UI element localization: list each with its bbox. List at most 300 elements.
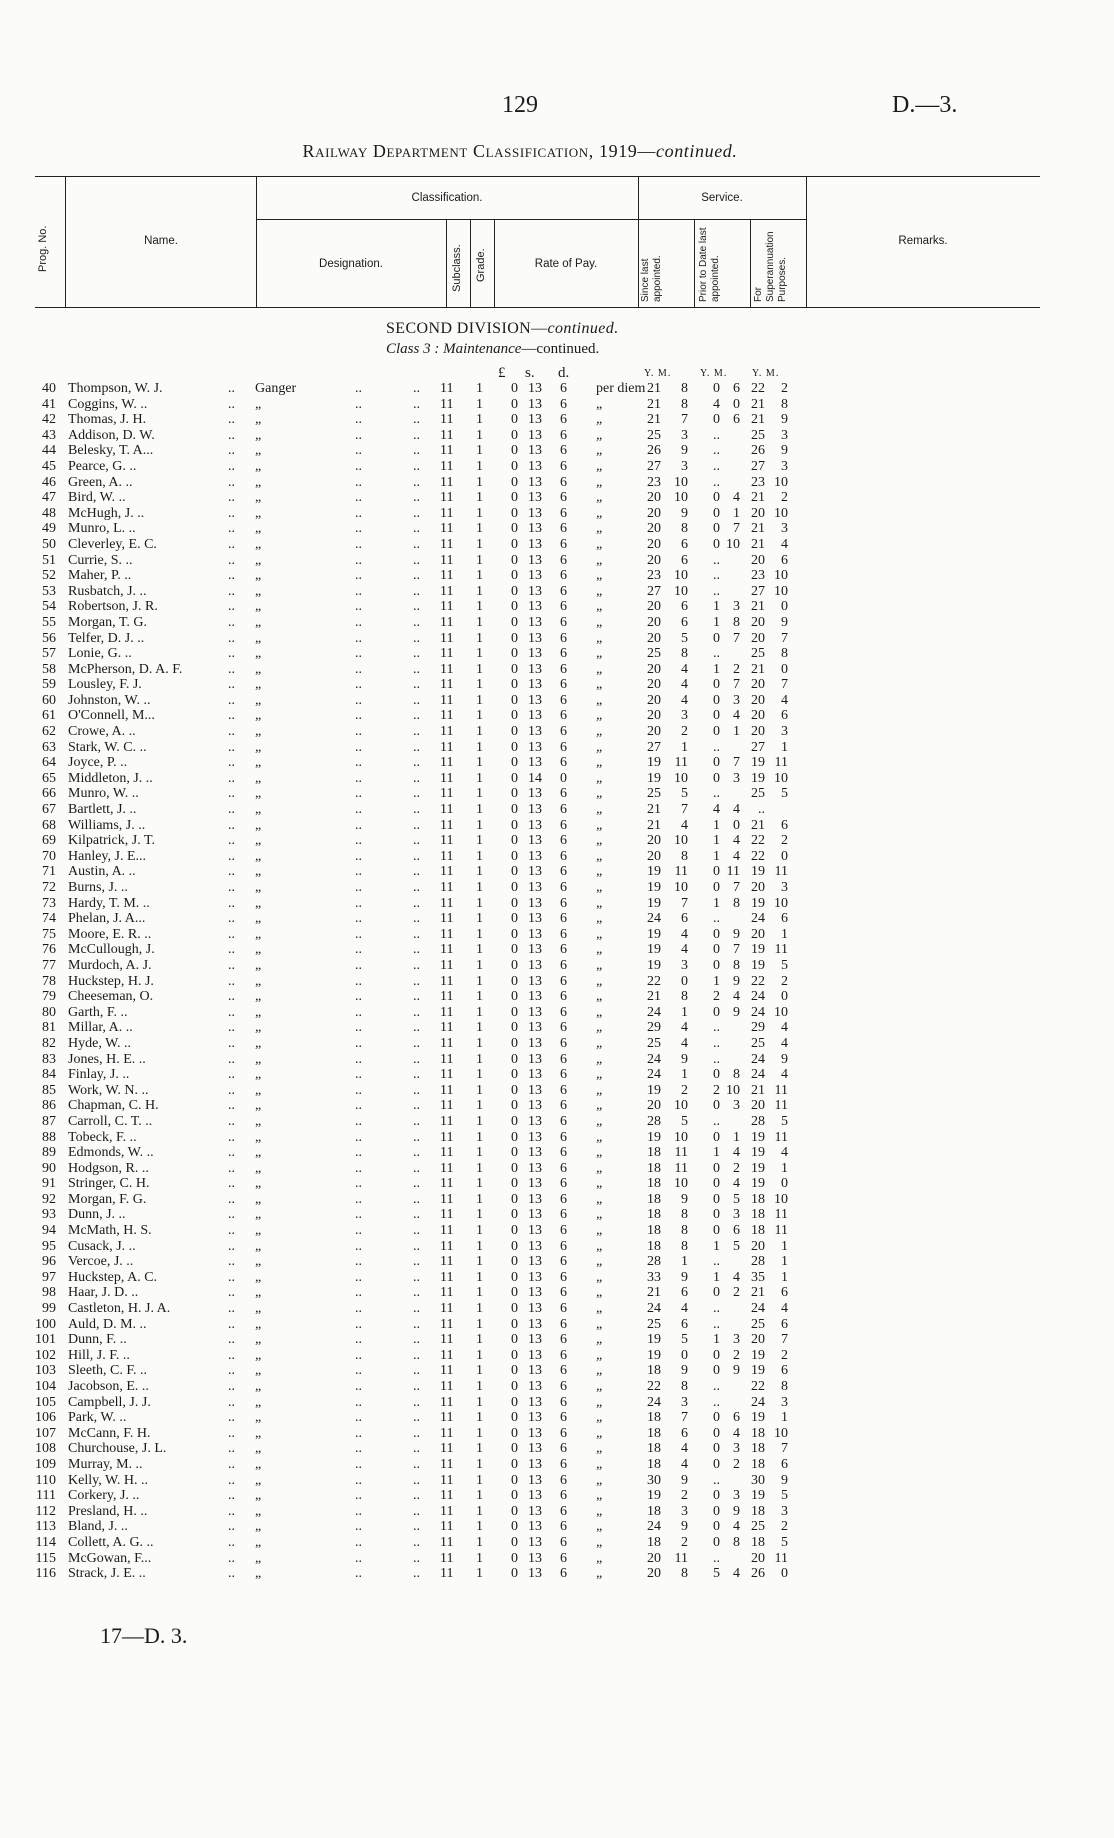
super-years-cell: 29 [751,1020,765,1036]
leader-dots: .. [228,1379,235,1394]
grade-cell: 1 [476,1145,483,1161]
name-cell: McMath, H. S. [68,1223,152,1239]
pay-pence-cell: 6 [560,443,567,459]
leader-dots: .. [413,692,420,708]
designation-cell: „ [255,1067,262,1083]
pay-pounds-cell: 0 [511,396,518,412]
pay-pounds-cell: 0 [511,1035,518,1051]
table-row [0,1114,1040,1130]
pay-shillings-cell: 13 [528,1238,542,1254]
prog-no-cell: 74 [42,911,56,927]
since-months-cell: 1 [681,1254,688,1270]
super-months-cell: 4 [781,1067,788,1083]
designation-cell: „ [255,490,262,506]
prog-no-cell: 101 [35,1332,56,1348]
pay-pounds-cell: 0 [511,1488,518,1504]
since-years-cell: 21 [647,817,661,833]
prog-no-cell: 79 [42,989,56,1005]
table-row [0,896,1040,912]
super-months-cell: 7 [781,1332,788,1348]
super-years-cell: 28 [751,1254,765,1270]
prog-no-cell: 116 [35,1566,56,1582]
pay-pence-cell: 6 [560,1238,567,1254]
prior-years-cell: .. [713,911,720,927]
table-row [0,459,1040,475]
table-row [0,1161,1040,1177]
designation-cell: „ [255,1363,262,1379]
table-row [0,646,1040,662]
super-years-cell: 19 [751,942,765,958]
since-years-cell: 20 [647,724,661,740]
leader-dots: .. [413,1223,420,1239]
designation-cell: „ [255,412,262,428]
prog-no-cell: 91 [42,1176,56,1192]
pay-pounds-cell: 0 [511,692,518,708]
since-months-cell: 10 [674,1176,688,1192]
prior-months-cell: 4 [733,1145,740,1161]
pay-pounds-cell: 0 [511,1254,518,1270]
subclass-cell: 11 [440,583,454,599]
super-months-cell: 1 [781,739,788,755]
designation-cell: „ [255,661,262,677]
pay-pounds-cell: 0 [511,1441,518,1457]
pay-period-cell: „ [596,1223,603,1239]
super-months-cell: 1 [781,1160,788,1176]
prog-no-cell: 100 [35,1316,56,1332]
pay-pence-cell: 6 [560,1004,567,1020]
since-years-cell: 21 [647,802,661,818]
leader-dots: .. [355,1082,362,1098]
name-cell: Rusbatch, J. .. [68,583,147,599]
leader-dots: .. [355,1145,362,1161]
header-subclass: Subclass. [451,244,463,292]
prior-years-cell: 0 [713,505,720,521]
pay-period-cell: „ [596,817,603,833]
since-months-cell: 3 [681,427,688,443]
super-years-cell: 20 [751,614,765,630]
leader-dots: .. [355,583,362,599]
pay-period-cell: „ [596,661,603,677]
leader-dots: .. [355,505,362,521]
prior-years-cell: .. [713,568,720,584]
grade-cell: 1 [476,568,483,584]
pay-shillings-cell: 13 [528,1098,542,1114]
super-years-cell: 25 [751,1035,765,1051]
pay-pounds-cell: 0 [511,568,518,584]
name-cell: Churchouse, J. L. [68,1441,167,1457]
pay-period-cell: „ [596,770,603,786]
pay-pence-cell: 6 [560,599,567,615]
prog-no-cell: 102 [35,1347,56,1363]
pay-pence-cell: 6 [560,1020,567,1036]
table-row [0,1052,1040,1068]
pay-shillings-cell: 13 [528,646,542,662]
prior-years-cell: .. [713,1379,720,1394]
pay-period-cell: „ [596,1316,603,1332]
leader-dots: .. [413,724,420,740]
since-years-cell: 18 [647,1503,661,1519]
leader-dots: .. [355,490,362,506]
pay-pence-cell: 6 [560,817,567,833]
grade-cell: 1 [476,677,483,693]
prog-no-cell: 56 [42,630,56,646]
subclass-cell: 11 [440,646,454,662]
designation-cell: „ [255,724,262,740]
super-months-cell: 0 [781,989,788,1005]
name-cell: Jacobson, E. .. [68,1379,149,1394]
pay-period-cell: „ [596,1488,603,1504]
name-cell: McPherson, D. A. F. [68,661,183,677]
since-years-cell: 19 [647,880,661,895]
pay-pounds-cell: 0 [511,1394,518,1410]
pay-pounds-cell: 0 [511,381,518,396]
table-row [0,506,1040,522]
super-months-cell: 3 [781,1394,788,1410]
grade-cell: 1 [476,521,483,537]
designation-cell: „ [255,957,262,973]
leader-dots: .. [355,1129,362,1145]
pay-shillings-cell: 13 [528,1145,542,1161]
table-row [0,553,1040,569]
table-row [0,490,1040,506]
pay-pence-cell: 6 [560,1394,567,1410]
prior-months-cell: 4 [733,708,740,724]
leader-dots: .. [355,1363,362,1379]
grade-cell: 1 [476,396,483,412]
grade-cell: 1 [476,1410,483,1426]
prior-months-cell: 11 [726,864,740,880]
grade-cell: 1 [476,1425,483,1441]
table-row [0,443,1040,459]
super-years-cell: 19 [751,755,765,771]
since-years-cell: 28 [647,1254,661,1270]
prior-months-cell: 1 [733,505,740,521]
subclass-cell: 11 [440,1145,454,1161]
since-years-cell: 19 [647,864,661,880]
prior-months-cell: 2 [733,661,740,677]
super-years-cell: 30 [751,1472,765,1488]
designation-cell: „ [255,880,262,895]
super-months-cell: 10 [774,505,788,521]
pay-shillings-cell: 13 [528,1363,542,1379]
prior-months-cell: 0 [733,817,740,833]
super-months-cell: 11 [774,755,788,771]
header-for-super: For Superannuation Purposes. [753,231,788,302]
subclass-cell: 11 [440,568,454,584]
leader-dots: .. [355,427,362,443]
subclass-cell: 11 [440,661,454,677]
prior-months-cell: 7 [733,755,740,771]
pay-shillings-cell: 13 [528,911,542,927]
leader-dots: .. [228,1456,235,1472]
pay-shillings-cell: 13 [528,583,542,599]
super-months-cell: 3 [781,1503,788,1519]
name-cell: Bartlett, J. .. [68,802,137,818]
since-months-cell: 6 [681,1285,688,1301]
prior-months-cell: 9 [733,1004,740,1020]
super-months-cell: 1 [781,1410,788,1426]
grade-cell: 1 [476,490,483,506]
name-cell: Williams, J. .. [68,817,146,833]
pay-period-cell: „ [596,957,603,973]
super-years-cell: 19 [751,1410,765,1426]
super-months-cell: 2 [781,1347,788,1363]
leader-dots: .. [413,396,420,412]
heading-main: Railway Department Classification, [302,141,594,161]
prog-no-cell: 93 [42,1207,56,1223]
subclass-cell: 11 [440,1191,454,1207]
leader-dots: .. [355,1441,362,1457]
pay-pounds-cell: 0 [511,1113,518,1129]
designation-cell: „ [255,1035,262,1051]
pay-period-cell: „ [596,1238,603,1254]
since-months-cell: 0 [681,973,688,989]
super-months-cell: 4 [781,692,788,708]
table-row [0,802,1040,818]
super-months-cell: 11 [774,864,788,880]
prior-years-cell: 0 [713,926,720,942]
super-months-cell: 10 [774,474,788,490]
prog-no-cell: 69 [42,833,56,849]
leader-dots: .. [228,1534,235,1550]
super-months-cell: 6 [781,911,788,927]
leader-dots: .. [228,989,235,1005]
super-months-cell: 8 [781,396,788,412]
leader-dots: .. [228,474,235,490]
super-years-cell: 21 [751,412,765,428]
super-months-cell: 1 [781,926,788,942]
grade-cell: 1 [476,1566,483,1582]
pay-period-cell: „ [596,1534,603,1550]
pay-pounds-cell: 0 [511,1145,518,1161]
pay-pounds-cell: 0 [511,1160,518,1176]
leader-dots: .. [413,926,420,942]
prog-no-cell: 94 [42,1223,56,1239]
pay-period-cell: „ [596,396,603,412]
since-months-cell: 0 [681,1347,688,1363]
pay-period-cell: „ [596,1051,603,1067]
leader-dots: .. [413,1550,420,1566]
table-row [0,631,1040,647]
since-years-cell: 27 [647,583,661,599]
leader-dots: .. [413,412,420,428]
pay-shillings-cell: 13 [528,677,542,693]
prior-years-cell: 0 [713,1456,720,1472]
pay-shillings-cell: 13 [528,521,542,537]
leader-dots: .. [413,1456,420,1472]
pay-pounds-cell: 0 [511,942,518,958]
leader-dots: .. [413,1207,420,1223]
leader-dots: .. [413,1082,420,1098]
name-cell: Austin, A. .. [68,864,136,880]
leader-dots: .. [413,1129,420,1145]
subclass-cell: 11 [440,536,454,552]
designation-cell: „ [255,1550,262,1566]
pay-pence-cell: 6 [560,957,567,973]
leader-dots: .. [413,646,420,662]
prior-years-cell: 0 [713,1425,720,1441]
prior-years-cell: 0 [713,1441,720,1457]
super-months-cell: 9 [781,614,788,630]
since-months-cell: 9 [681,505,688,521]
leader-dots: .. [228,677,235,693]
leader-dots: .. [413,1347,420,1363]
since-years-cell: 24 [647,1067,661,1083]
since-years-cell: 25 [647,1035,661,1051]
prior-months-cell: 4 [733,1425,740,1441]
leader-dots: .. [355,770,362,786]
prior-months-cell: 4 [733,802,740,818]
since-years-cell: 20 [647,536,661,552]
super-months-cell: 11 [774,942,788,958]
grade-cell: 1 [476,1223,483,1239]
since-months-cell: 2 [681,1082,688,1098]
super-months-cell: 11 [774,1129,788,1145]
since-years-cell: 18 [647,1176,661,1192]
pay-shillings-cell: 13 [528,1519,542,1535]
leader-dots: .. [228,1254,235,1270]
name-cell: McCullough, J. [68,942,155,958]
prior-months-cell: 2 [733,1456,740,1472]
since-years-cell: 23 [647,474,661,490]
leader-dots: .. [413,864,420,880]
grade-cell: 1 [476,630,483,646]
name-cell: Thompson, W. J. [68,381,163,396]
prior-months-cell: 4 [733,1519,740,1535]
pay-period-cell: „ [596,521,603,537]
since-years-cell: 28 [647,1113,661,1129]
pay-pence-cell: 6 [560,505,567,521]
subclass-cell: 11 [440,1051,454,1067]
prior-years-cell: 0 [713,1347,720,1363]
super-years-cell: 19 [751,1363,765,1379]
leader-dots: .. [413,1004,420,1020]
since-months-cell: 7 [681,412,688,428]
pay-shillings-cell: 13 [528,1488,542,1504]
since-months-cell: 11 [674,864,688,880]
leader-dots: .. [355,1347,362,1363]
since-years-cell: 20 [647,1550,661,1566]
since-months-cell: 8 [681,1207,688,1223]
since-years-cell: 24 [647,1051,661,1067]
name-cell: Munro, L. .. [68,521,136,537]
leader-dots: .. [413,552,420,568]
name-cell: Murdoch, A. J. [68,957,152,973]
leader-dots: .. [355,1051,362,1067]
pay-shillings-cell: 13 [528,1332,542,1348]
super-years-cell: 19 [751,864,765,880]
since-years-cell: 18 [647,1410,661,1426]
designation-cell: „ [255,536,262,552]
pay-period-cell: „ [596,599,603,615]
pay-period-cell: „ [596,583,603,599]
leader-dots: .. [228,942,235,958]
prior-years-cell: 2 [713,989,720,1005]
pay-shillings-cell: 13 [528,474,542,490]
designation-cell: „ [255,614,262,630]
pay-pounds-cell: 0 [511,1191,518,1207]
pay-shillings-cell: 13 [528,1410,542,1426]
prog-no-cell: 105 [35,1394,56,1410]
prior-months-cell: 3 [733,692,740,708]
subclass-cell: 11 [440,1456,454,1472]
prior-months-cell: 1 [733,1129,740,1145]
prog-no-cell: 95 [42,1238,56,1254]
super-months-cell: 0 [781,599,788,615]
pay-pounds-cell: 0 [511,1519,518,1535]
pay-pounds-cell: 0 [511,1051,518,1067]
name-cell: McHugh, J. .. [68,505,145,521]
since-months-cell: 4 [681,1441,688,1457]
super-years-cell: 21 [751,661,765,677]
pay-pounds-cell: 0 [511,802,518,818]
leader-dots: .. [413,1472,420,1488]
leader-dots: .. [228,1301,235,1317]
pay-pounds-cell: 0 [511,614,518,630]
prior-months-cell: 6 [733,412,740,428]
prior-years-cell: 0 [713,1363,720,1379]
leader-dots: .. [228,646,235,662]
pay-pence-cell: 6 [560,1160,567,1176]
leader-dots: .. [413,973,420,989]
pay-pounds-cell: 0 [511,1020,518,1036]
leader-dots: .. [413,848,420,864]
pay-pence-cell: 6 [560,536,567,552]
prior-years-cell: 2 [713,1082,720,1098]
prog-no-cell: 82 [42,1035,56,1051]
prior-years-cell: 4 [713,396,720,412]
prog-no-cell: 68 [42,817,56,833]
prior-years-cell: .. [713,474,720,490]
grade-cell: 1 [476,1379,483,1394]
name-cell: Bland, J. .. [68,1519,128,1535]
prior-years-cell: 0 [713,1223,720,1239]
pay-shillings-cell: 13 [528,1534,542,1550]
leader-dots: .. [228,583,235,599]
grade-cell: 1 [476,474,483,490]
since-months-cell: 2 [681,1534,688,1550]
prog-no-cell: 71 [42,864,56,880]
pay-pence-cell: 6 [560,474,567,490]
prior-years-cell: 0 [713,1191,720,1207]
grade-cell: 1 [476,412,483,428]
leader-dots: .. [228,817,235,833]
leader-dots: .. [355,1254,362,1270]
prior-years-cell: 0 [713,1004,720,1020]
super-years-cell: 35 [751,1269,765,1285]
leader-dots: .. [228,1503,235,1519]
prior-years-cell: 0 [713,692,720,708]
since-months-cell: 2 [681,1488,688,1504]
leader-dots: .. [228,833,235,849]
pay-period-cell: „ [596,1441,603,1457]
prog-no-cell: 106 [35,1410,56,1426]
pay-shillings-cell: 13 [528,1379,542,1394]
leader-dots: .. [413,381,420,396]
designation-cell: „ [255,1176,262,1192]
pay-shillings-cell: 13 [528,536,542,552]
grade-cell: 1 [476,770,483,786]
pay-pence-cell: 6 [560,692,567,708]
prog-no-cell: 67 [42,802,56,818]
subclass-cell: 11 [440,724,454,740]
leader-dots: .. [355,1488,362,1504]
leader-dots: .. [228,880,235,895]
table-row [0,662,1040,678]
prior-months-cell: 4 [733,490,740,506]
name-cell: Hyde, W. .. [68,1035,131,1051]
super-years-cell: 24 [751,911,765,927]
